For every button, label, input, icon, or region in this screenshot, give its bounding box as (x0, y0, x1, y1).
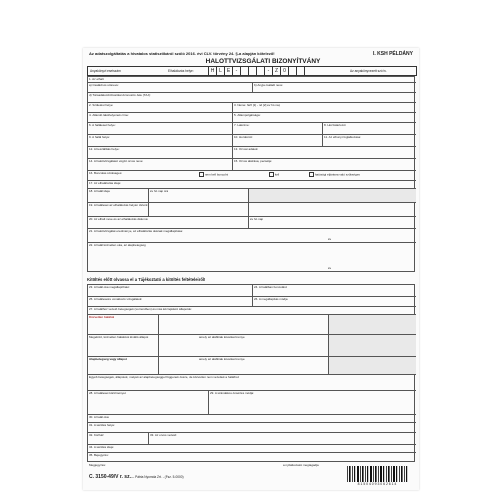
checkbox[interactable] (309, 172, 314, 177)
reg-code-char[interactable] (248, 67, 256, 75)
field-label: 16. Boncolás szükséges: (89, 171, 123, 175)
field-label: 13. Orvosi adatok: (234, 147, 259, 151)
field-label: 7. Lakcíme: (234, 123, 250, 127)
field-label: Alapbetegség vagy állapot (89, 357, 127, 361)
field-label: 21. A halottvizsgálat eredménye, az elhalálozás okának megállapítása: (89, 229, 183, 233)
form-row[interactable] (88, 83, 416, 93)
form-row[interactable] (88, 375, 416, 391)
field-label: 27. A halálhoz vezető betegségek (sorrendben) és más közrejátszó állapotok: (89, 307, 192, 311)
form-row[interactable] (88, 159, 416, 171)
reg-code-char[interactable] (288, 67, 296, 75)
field-label: 33. Az orvos vezető: (150, 433, 178, 437)
registration-label-3: Az anyakönyvezett szó tv. (350, 69, 387, 73)
checkbox[interactable] (269, 172, 274, 177)
checkbox-label: kell (274, 171, 280, 176)
field-label: 2. Születési helye: (89, 103, 114, 107)
reg-code-char[interactable] (256, 67, 264, 75)
field-label: 23. A halál oka megállapítható: (89, 285, 130, 289)
form-row[interactable] (88, 181, 416, 189)
form-row[interactable] (88, 415, 416, 423)
field-label: Egyéb betegségek, állapotok, melyek az alapbetegséggel függenek össze, de közvetlen nem vezettek a halálhoz (89, 375, 240, 379)
form-row[interactable] (88, 357, 416, 375)
field-label: év hó nap (250, 217, 264, 221)
field-label: 4. Állandó lakóhelyének címe: (89, 113, 129, 117)
field-label: 28. A haláleset körülményei: (89, 391, 127, 395)
field-label: 20. Az elhalt neve és az elhalálozás dátuma: (89, 217, 149, 221)
field-label: 18. A halál ideje (89, 189, 111, 193)
field-label: 22. A halál közvetlen oka, az alapbetegség (89, 243, 146, 247)
field-label: 3. Neme: férfi [1] - nő [2] év hó nap (234, 103, 281, 107)
reg-code-char[interactable]: 0 (280, 67, 288, 75)
form-sheet (83, 48, 419, 490)
field-label: 15. Orvos aláírása, pecsétje: (234, 159, 273, 163)
field-label: a) Családi és utóneve: (89, 83, 119, 87)
copy-label: I. KSH PÉLDÁNY (372, 51, 413, 57)
form-row[interactable] (88, 171, 416, 181)
form-row[interactable] (88, 103, 416, 113)
reg-code-char[interactable]: H (208, 67, 216, 75)
reg-code-char[interactable]: - (264, 67, 272, 75)
field-label: év hó nap óra (150, 189, 169, 193)
field-label: 31. A sérülés helye: (89, 423, 116, 427)
field-label: 32. Kórház: (89, 433, 105, 437)
form-row[interactable] (88, 217, 416, 229)
form-row[interactable] (88, 297, 416, 307)
reg-code-char[interactable] (240, 67, 248, 75)
form-row[interactable] (88, 315, 416, 335)
section-2-grid (87, 284, 415, 462)
field-label: 34. A sérülés ideje: (89, 445, 115, 449)
form-row[interactable] (88, 189, 416, 203)
form-row[interactable] (88, 135, 416, 147)
form-row[interactable] (88, 423, 416, 433)
form-row[interactable] (88, 229, 416, 243)
registration-label-2: Elhalálozás helye: (168, 69, 194, 73)
field-label: 1. Az elhalt (89, 77, 104, 81)
form-row[interactable] (88, 147, 416, 159)
field-label: 24. A halálban boncolást: (254, 285, 288, 289)
form-row[interactable] (88, 113, 416, 123)
registration-label: Anyakönyvi esetszám (90, 69, 121, 73)
form-row[interactable] (88, 93, 416, 103)
checkbox[interactable] (199, 172, 204, 177)
field-label: 26. A megállapítás módja (254, 297, 288, 301)
field-label: 5. Állampolgársága: (234, 113, 261, 117)
law-notice: Az adatszolgáltatás a hivatalos statisztikáról szóló 2016. évi CLV. törvény 24. §-a alapján kötelező! (89, 51, 275, 56)
form-row[interactable] (88, 123, 416, 135)
field-label: amely az alábbiak következménye (199, 357, 245, 361)
field-label: 35. Bejegyzés: (89, 453, 109, 457)
remarks-label: Megjegyzés: (89, 464, 106, 467)
field-label: 12. A beszállítás helye: (89, 147, 120, 151)
reg-code-char[interactable]: E (224, 67, 232, 75)
publisher-text: — Pátria Nyomda Zrt. - (Fsz. 5-0000) (131, 475, 184, 479)
reg-code-char[interactable]: L (216, 67, 224, 75)
field-label: d) Társadalombiztosítási Azonosító Jele (TAJ): (89, 93, 151, 97)
form-row (88, 307, 416, 315)
document-title: HALOTTVIZSGÁLATI BIZONYÍTVÁNY (205, 58, 321, 65)
section-1-grid (87, 76, 415, 272)
form-row[interactable] (88, 335, 416, 357)
checkbox-label: nem kell boncolni (204, 171, 229, 176)
field-label: 29. A szándékos önsértés módja: (210, 391, 255, 395)
form-row[interactable] (88, 391, 416, 415)
form-row[interactable] (88, 285, 416, 297)
checkbox-label: hatósági eljárásra való szükséges (314, 171, 360, 176)
section-2-title: Kitöltés előtt olvassa el a Tájékoztató a kitöltés feltételeiről! (87, 277, 206, 282)
reg-code-char[interactable]: - (232, 67, 240, 75)
form-row[interactable] (88, 453, 416, 463)
reg-code-char[interactable] (296, 67, 305, 75)
barcode (345, 466, 409, 482)
reg-code-char[interactable]: Z (272, 67, 280, 75)
form-row[interactable] (88, 203, 416, 217)
registration-row (87, 66, 417, 76)
field-label: 10. Hordozott: (234, 135, 253, 139)
field-label: 25. A halálesetre vonatkozó vizsgálatok: (89, 297, 143, 301)
barcode-number: 8 1 5 0 4 0 9 3 0 6 2 6 1 4 (357, 482, 397, 486)
field-label: 8. Hozzátartozói (324, 123, 346, 127)
field-label: 17. Az elhalálozás ideje: (89, 181, 122, 185)
field-label: Megelőző, közvetlen halálokot kiváltó állapot (89, 335, 149, 339)
field-label: b) Anyja családi neve: (254, 83, 284, 87)
field-label: Közvetlen halálok (89, 315, 115, 319)
field-label: 11. Az elhunyt foglalkozása: (324, 135, 361, 139)
form-row[interactable] (88, 445, 416, 453)
field-label: amely az alábbiak következménye (199, 335, 245, 339)
form-row[interactable] (88, 243, 416, 273)
field-label: év (328, 267, 332, 270)
field-label: 6. A haláleset helye: (89, 123, 116, 127)
field-label: 9. A halál helye: (89, 135, 111, 139)
form-row[interactable] (88, 433, 416, 445)
form-code: C. 3150-49/V r. sz. (89, 474, 131, 480)
field-label: 19. A haláleset az elhalálozás helyén történt: (89, 203, 149, 207)
field-label: 30. A halál oka: (89, 415, 110, 419)
remarks-note: a nyilatkozatot megtagadja (283, 464, 319, 467)
field-label: 14. A halottvizsgálatot végző orvos neve: (89, 159, 144, 163)
field-label: év (328, 238, 332, 241)
